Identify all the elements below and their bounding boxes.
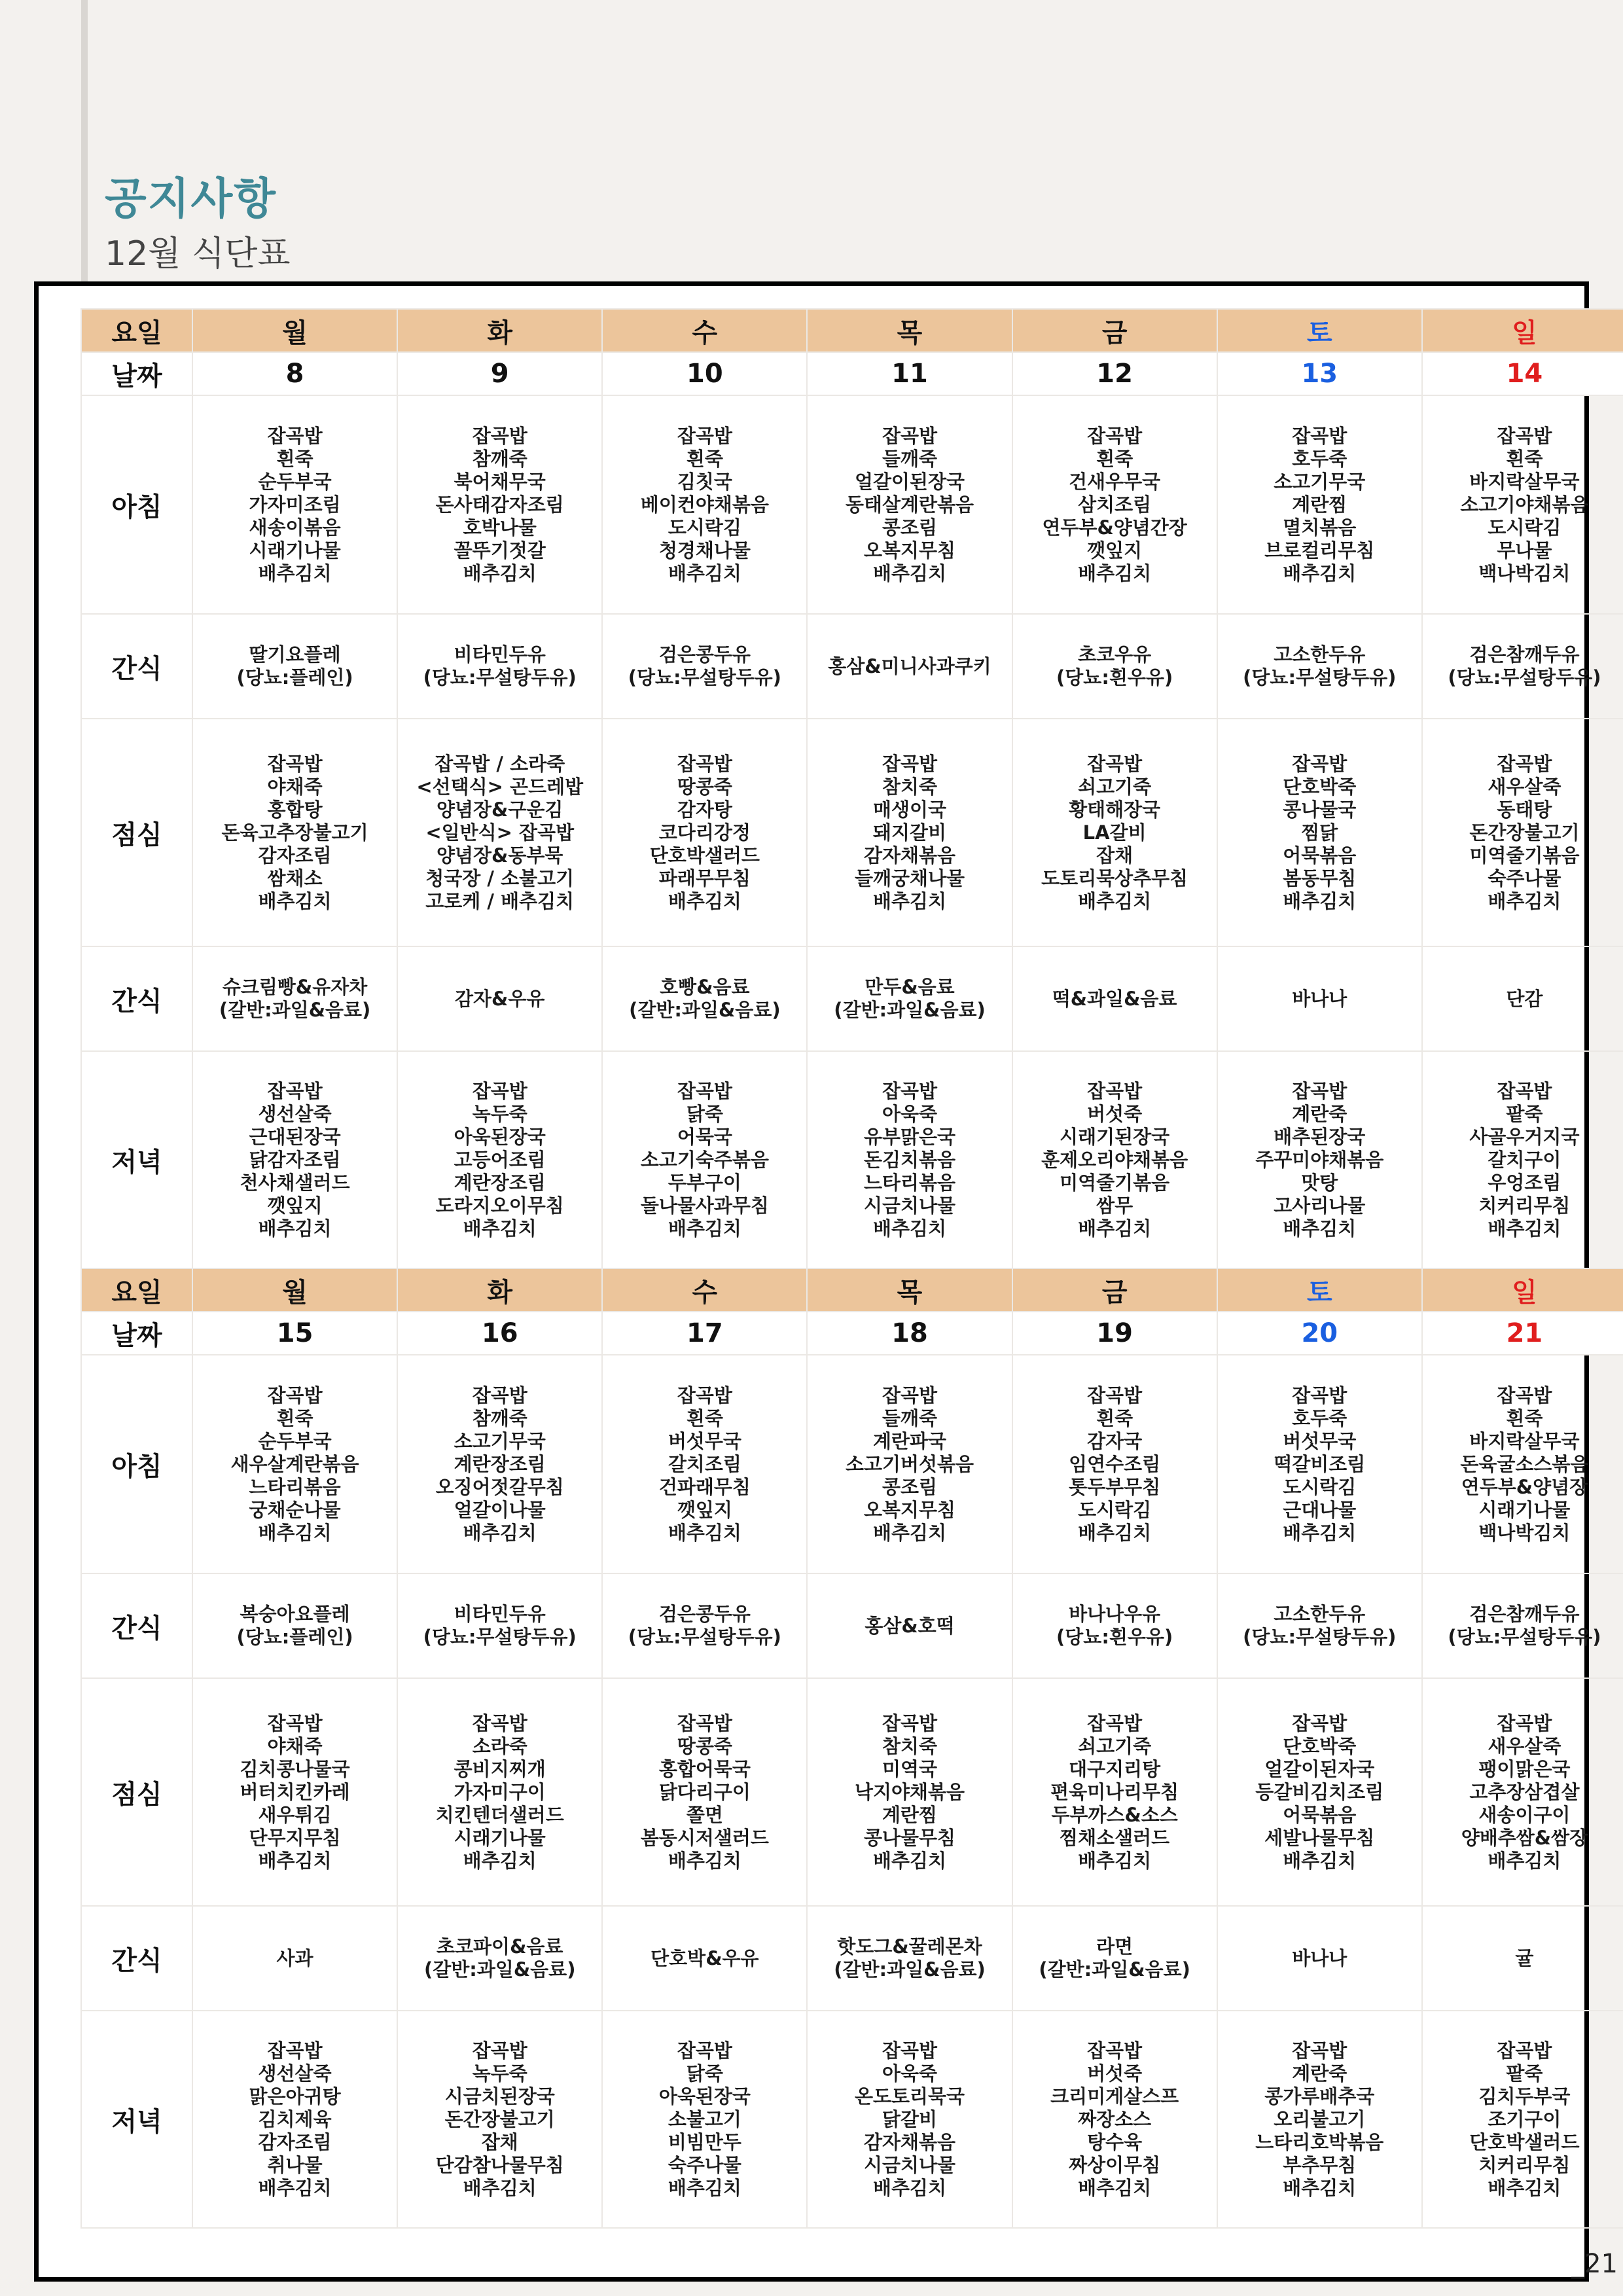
date-cell: 16: [397, 1312, 602, 1355]
lunch-menu-cell: 잡곡밥 참치죽 미역국 낙지야채볶음 계란찜 콩나물무침 배추김치: [807, 1678, 1012, 1906]
afternoon-snack-menu-cell: 만두&음료 (갈반:과일&음료): [807, 946, 1012, 1051]
afternoon-snack-menu-cell: 라면 (갈반:과일&음료): [1012, 1906, 1217, 2011]
dinner-menu-cell: 잡곡밥 생선살죽 근대된장국 닭감자조림 천사채샐러드 깻잎지 배추김치: [192, 1051, 397, 1268]
morning-snack-menu-cell: 검은콩두유 (당뇨:무설탕두유): [602, 614, 807, 719]
lunch-menu-cell: 잡곡밥 땅콩죽 감자탕 코다리강정 단호박샐러드 파래무무침 배추김치: [602, 719, 807, 946]
dinner-menu-cell: 잡곡밥 아욱죽 유부맑은국 돈김치볶음 느타리볶음 시금치나물 배추김치: [807, 1051, 1012, 1268]
dinner-row: [81, 1051, 1623, 1268]
morning-snack-menu-cell: 고소한두유 (당뇨:무설탕두유): [1217, 1573, 1422, 1678]
menu-frame: [34, 281, 1601, 2282]
lunch-row: [81, 1678, 1623, 1906]
breakfast-label: 아침: [81, 395, 192, 614]
breakfast-menu-cell: 잡곡밥 흰죽 바지락살무국 소고기야채볶음 도시락김 무나물 백나박김치: [1422, 395, 1623, 614]
lunch-menu-cell: 잡곡밥 단호박죽 콩나물국 찜닭 어묵볶음 봄동무침 배추김치: [1217, 719, 1422, 946]
weekday-cell: 일: [1422, 309, 1623, 352]
weekday-cell: 금: [1012, 309, 1217, 352]
date-cell: 10: [602, 352, 807, 395]
lunch-menu-cell: 잡곡밥 야채죽 김치콩나물국 버터치킨카레 새우튀김 단무지무침 배추김치: [192, 1678, 397, 1906]
afternoon-snack-menu-cell: 호빵&음료 (갈반:과일&음료): [602, 946, 807, 1051]
dinner-menu-cell: 잡곡밥 녹두죽 시금치된장국 돈간장불고기 잡채 단감참나물무침 배추김치: [397, 2011, 602, 2228]
weekday-cell: 금: [1012, 1268, 1217, 1312]
lunch-menu-cell: 잡곡밥 참치죽 매생이국 돼지갈비 감자채볶음 들깨궁채나물 배추김치: [807, 719, 1012, 946]
morning-snack-menu-cell: 복숭아요플레 (당뇨:플레인): [192, 1573, 397, 1678]
morning-snack-menu-cell: 바나나우유 (당뇨:흰우유): [1012, 1573, 1217, 1678]
dinner-menu-cell: 잡곡밥 버섯죽 크리미게살스프 짜장소스 탕수육 짜상이무침 배추김치: [1012, 2011, 1217, 2228]
dinner-label: 저녁: [81, 1051, 192, 1268]
breakfast-menu-cell: 잡곡밥 참깨죽 북어채무국 돈사태감자조림 호박나물 꼴뚜기젓갈 배추김치: [397, 395, 602, 614]
weekday-label: 요일: [81, 309, 192, 352]
weekday-cell: 화: [397, 309, 602, 352]
date-cell: 14: [1422, 352, 1623, 395]
dinner-row: [81, 2011, 1623, 2228]
morning-snack-row: [81, 614, 1623, 719]
afternoon-snack-row: [81, 1906, 1623, 2011]
morning-snack-menu-cell: 비타민두유 (당뇨:무설탕두유): [397, 614, 602, 719]
date-cell: 12: [1012, 352, 1217, 395]
morning-snack-menu-cell: 검은참깨두유 (당뇨:무설탕두유): [1422, 1573, 1623, 1678]
lunch-menu-cell: 잡곡밥 새우살죽 팽이맑은국 고추장삼겹살 새송이구이 양배추쌈&쌈장 배추김치: [1422, 1678, 1623, 1906]
morning-snack-menu-cell: 초코우유 (당뇨:흰우유): [1012, 614, 1217, 719]
lunch-label: 점심: [81, 719, 192, 946]
weekday-cell: 목: [807, 309, 1012, 352]
weekday-label: 요일: [81, 1268, 192, 1312]
date-cell: 13: [1217, 352, 1422, 395]
weekday-cell: 화: [397, 1268, 602, 1312]
morning-snack-row: [81, 1573, 1623, 1678]
morning-snack-menu-cell: 딸기요플레 (당뇨:플레인): [192, 614, 397, 719]
breakfast-menu-cell: 잡곡밥 흰죽 감자국 임연수조림 톳두부무침 도시락김 배추김치: [1012, 1355, 1217, 1573]
weekday-cell: 일: [1422, 1268, 1623, 1312]
weekday-cell: 수: [602, 309, 807, 352]
weekday-cell: 월: [192, 1268, 397, 1312]
lunch-menu-cell: 잡곡밥 소라죽 콩비지찌개 가자미구이 치킨텐더샐러드 시래기나물 배추김치: [397, 1678, 602, 1906]
date-cell: 20: [1217, 1312, 1422, 1355]
weekday-cell: 목: [807, 1268, 1012, 1312]
menu-table: [80, 308, 1623, 2229]
date-row: [81, 1312, 1623, 1355]
afternoon-snack-menu-cell: 감자&우유: [397, 946, 602, 1051]
date-label: 날짜: [81, 352, 192, 395]
dinner-menu-cell: 잡곡밥 팥죽 사골우거지국 갈치구이 우엉조림 치커리무침 배추김치: [1422, 1051, 1623, 1268]
afternoon-snack-menu-cell: 초코파이&음료 (갈반:과일&음료): [397, 1906, 602, 2011]
breakfast-menu-cell: 잡곡밥 흰죽 바지락살무국 돈육굴소스볶음 연두부&양념장 시래기나물 백나박김치: [1422, 1355, 1623, 1573]
weekday-cell: 수: [602, 1268, 807, 1312]
morning-snack-menu-cell: 고소한두유 (당뇨:무설탕두유): [1217, 614, 1422, 719]
breakfast-menu-cell: 잡곡밥 들깨죽 얼갈이된장국 동태살계란볶음 콩조림 오복지무침 배추김치: [807, 395, 1012, 614]
afternoon-snack-label: 간식: [81, 1906, 192, 2011]
afternoon-snack-menu-cell: 사과: [192, 1906, 397, 2011]
breakfast-menu-cell: 잡곡밥 호두죽 소고기무국 계란찜 멸치볶음 브로컬리무침 배추김치: [1217, 395, 1422, 614]
breakfast-menu-cell: 잡곡밥 호두죽 버섯무국 떡갈비조림 도시락김 근대나물 배추김치: [1217, 1355, 1422, 1573]
date-cell: 19: [1012, 1312, 1217, 1355]
afternoon-snack-menu-cell: 단호박&우유: [602, 1906, 807, 2011]
notice-subtitle: 12월 식단표: [105, 234, 291, 274]
date-cell: 18: [807, 1312, 1012, 1355]
lunch-menu-cell: 잡곡밥 야채죽 홍합탕 돈육고추장불고기 감자조림 쌈채소 배추김치: [192, 719, 397, 946]
afternoon-snack-menu-cell: 핫도그&꿀레몬차 (갈반:과일&음료): [807, 1906, 1012, 2011]
dinner-menu-cell: 잡곡밥 팥죽 김치두부국 조기구이 단호박샐러드 치커리무침 배추김치: [1422, 2011, 1623, 2228]
afternoon-snack-row: [81, 946, 1623, 1051]
morning-snack-menu-cell: 검은콩두유 (당뇨:무설탕두유): [602, 1573, 807, 1678]
lunch-menu-cell: 잡곡밥 쇠고기죽 대구지리탕 편육미나리무침 두부까스&소스 찜채소샐러드 배추김치: [1012, 1678, 1217, 1906]
afternoon-snack-menu-cell: 바나나: [1217, 1906, 1422, 2011]
dinner-menu-cell: 잡곡밥 녹두죽 아욱된장국 고등어조림 계란장조림 도라지오이무침 배추김치: [397, 1051, 602, 1268]
lunch-menu-cell: 잡곡밥 쇠고기죽 황태해장국 LA갈비 잡채 도토리묵상추무침 배추김치: [1012, 719, 1217, 946]
date-cell: 8: [192, 352, 397, 395]
lunch-menu-cell: 잡곡밥 단호박죽 얼갈이된자국 등갈비김치조림 어묵볶음 세발나물무침 배추김치: [1217, 1678, 1422, 1906]
breakfast-menu-cell: 잡곡밥 흰죽 순두부국 새우살계란볶음 느타리볶음 궁채순나물 배추김치: [192, 1355, 397, 1573]
breakfast-row: [81, 395, 1623, 614]
dinner-menu-cell: 잡곡밥 계란죽 콩가루배추국 오리불고기 느타리호박볶음 부추무침 배추김치: [1217, 2011, 1422, 2228]
afternoon-snack-menu-cell: 귤: [1422, 1906, 1623, 2011]
breakfast-row: [81, 1355, 1623, 1573]
side-rule: [81, 0, 88, 281]
afternoon-snack-menu-cell: 슈크림빵&유자차 (갈반:과일&음료): [192, 946, 397, 1051]
date-cell: 11: [807, 352, 1012, 395]
lunch-menu-cell: 잡곡밥 새우살죽 동태탕 돈간장불고기 미역줄기볶음 숙주나물 배추김치: [1422, 719, 1623, 946]
breakfast-menu-cell: 잡곡밥 들깨죽 계란파국 소고기버섯볶음 콩조림 오복지무침 배추김치: [807, 1355, 1012, 1573]
dinner-menu-cell: 잡곡밥 생선살죽 맑은아귀탕 김치제육 감자조림 취나물 배추김치: [192, 2011, 397, 2228]
morning-snack-label: 간식: [81, 614, 192, 719]
lunch-row: [81, 719, 1623, 946]
breakfast-menu-cell: 잡곡밥 흰죽 버섯무국 갈치조림 건파래무침 깻잎지 배추김치: [602, 1355, 807, 1573]
dinner-menu-cell: 잡곡밥 닭죽 아욱된장국 소불고기 비빔만두 숙주나물 배추김치: [602, 2011, 807, 2228]
breakfast-menu-cell: 잡곡밥 흰죽 순두부국 가자미조림 새송이볶음 시래기나물 배추김치: [192, 395, 397, 614]
morning-snack-menu-cell: 홍삼&미니사과쿠키: [807, 614, 1012, 719]
morning-snack-menu-cell: 홍삼&호떡: [807, 1573, 1012, 1678]
lunch-label: 점심: [81, 1678, 192, 1906]
morning-snack-menu-cell: 비타민두유 (당뇨:무설탕두유): [397, 1573, 602, 1678]
date-row: [81, 352, 1623, 395]
lunch-menu-cell: 잡곡밥 / 소라죽 <선택식> 곤드레밥 양념장&구운김 <일반식> 잡곡밥 양념장&동부묵 청국장 / 소불고기 고로케 / 배추김치: [397, 719, 602, 946]
date-cell: 15: [192, 1312, 397, 1355]
afternoon-snack-label: 간식: [81, 946, 192, 1051]
date-cell: 21: [1422, 1312, 1623, 1355]
dinner-label: 저녁: [81, 2011, 192, 2228]
dinner-menu-cell: 잡곡밥 계란죽 배추된장국 주꾸미야채볶음 맛탕 고사리나물 배추김치: [1217, 1051, 1422, 1268]
weekday-header-row: [81, 1268, 1623, 1312]
notice-title: 공지사항: [105, 173, 277, 224]
page-number: _21: [1571, 2249, 1618, 2279]
afternoon-snack-menu-cell: 떡&과일&음료: [1012, 946, 1217, 1051]
weekday-cell: 토: [1217, 309, 1422, 352]
date-cell: 17: [602, 1312, 807, 1355]
morning-snack-label: 간식: [81, 1573, 192, 1678]
weekday-cell: 토: [1217, 1268, 1422, 1312]
weekday-header-row: [81, 309, 1623, 352]
afternoon-snack-menu-cell: 단감: [1422, 946, 1623, 1051]
breakfast-menu-cell: 잡곡밥 흰죽 건새우무국 삼치조림 연두부&양념간장 깻잎지 배추김치: [1012, 395, 1217, 614]
morning-snack-menu-cell: 검은참깨두유 (당뇨:무설탕두유): [1422, 614, 1623, 719]
date-cell: 9: [397, 352, 602, 395]
breakfast-menu-cell: 잡곡밥 참깨죽 소고기무국 계란장조림 오징어젓갈무침 얼갈이나물 배추김치: [397, 1355, 602, 1573]
dinner-menu-cell: 잡곡밥 아욱죽 온도토리묵국 닭갈비 감자채볶음 시금치나물 배추김치: [807, 2011, 1012, 2228]
dinner-menu-cell: 잡곡밥 닭죽 어묵국 소고기숙주볶음 두부구이 돌나물사과무침 배추김치: [602, 1051, 807, 1268]
afternoon-snack-menu-cell: 바나나: [1217, 946, 1422, 1051]
breakfast-menu-cell: 잡곡밥 흰죽 김칫국 베이컨야채볶음 도시락김 청경채나물 배추김치: [602, 395, 807, 614]
breakfast-label: 아침: [81, 1355, 192, 1573]
dinner-menu-cell: 잡곡밥 버섯죽 시래기된장국 훈제오리야채볶음 미역줄기볶음 쌈무 배추김치: [1012, 1051, 1217, 1268]
date-label: 날짜: [81, 1312, 192, 1355]
lunch-menu-cell: 잡곡밥 땅콩죽 홍합어묵국 닭다리구이 쫄면 봄동시저샐러드 배추김치: [602, 1678, 807, 1906]
weekday-cell: 월: [192, 309, 397, 352]
